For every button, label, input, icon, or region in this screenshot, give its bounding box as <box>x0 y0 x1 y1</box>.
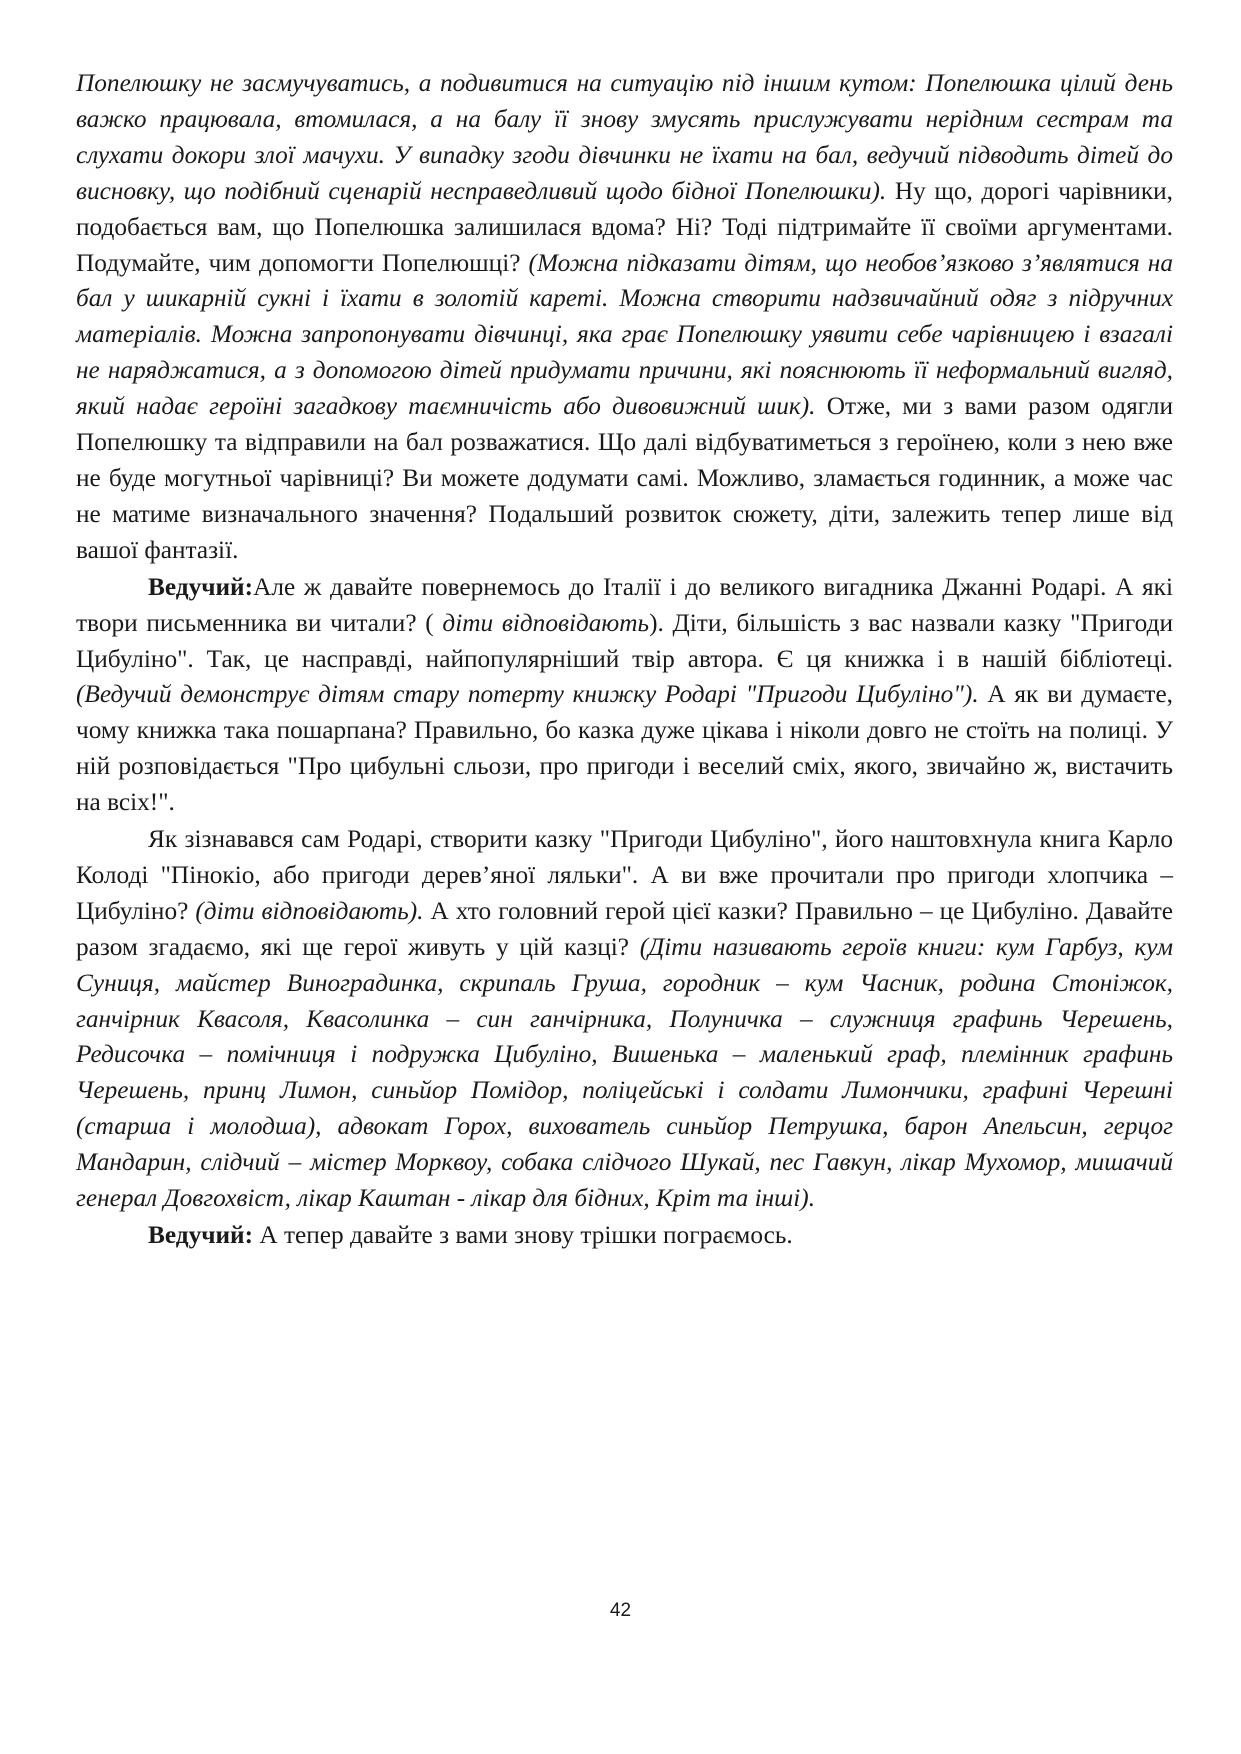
paragraph-2 <box>76 570 1173 821</box>
narration-text: ). Діти, більшість з вас назвали казку "Пригоди Цибуліно". Так, це насправді, найпопулярніший твір автора. Є ця книжка і в нашій бібліотеці. <box>76 608 1173 673</box>
speaker-label: Ведучий: <box>148 572 254 601</box>
page-number: 42 <box>609 1600 632 1621</box>
stage-direction: (Можна підказати дітям, що необов’язково з’являтися на бал у шикарній сукні і їхати в золотій кареті. Можна створити надзвичайний одяг з підручних матеріалів. Можна запропонувати дівчинці, яка грає Попелюшку уявити себе чарівницею і взагалі не наряджатися, а з допомогою дітей придумати причини, які пояснюють її неформальний вигляд, який надає героїні загадкову таємничість або дивовижний шик). <box>76 248 1173 421</box>
narration-text: А тепер давайте з вами знову трішки пограємось. <box>253 1221 793 1249</box>
paragraph-4 <box>76 1218 1173 1254</box>
stage-direction: діти відповідають <box>442 608 650 637</box>
paragraph-3 <box>76 822 1173 1217</box>
narration-text: Ну що, дорогі чарівники, подобається вам, що Попелюшка залишилася вдома? Ні? Тоді підтримайте її своїми аргументами. Подумайте, чим допомогти Попелюшці? <box>76 176 1173 277</box>
speaker-label: Ведучий: <box>148 1221 254 1249</box>
narration-text: А як ви думаєте, чому книжка така пошарпана? Правильно, бо казка дуже цікава і ніколи довго не стоїть на полиці. У ній розповідається "Про цибульні сльози, про пригоди і веселий сміх, якого, звичайно ж, вистачить на всіх!". <box>76 680 1174 817</box>
stage-direction: Попелюшку не засмучуватись, а подивитися на ситуацію під іншим кутом: Попелюшка цілий день важко працювала, втомилася, а на балу її знову змусять прислужувати нерідним сестрам та слухати докори злої мачухи. У випадку згоди дівчинки не їхати на бал, ведучий підводить дітей до висновку, що подібний сценарій несправедливий щодо бідної Попелюшки). <box>76 69 1173 205</box>
paragraph-1 <box>76 66 1173 569</box>
narration-text: Як зізнавався сам Родарі, створити казку "Пригоди Цибуліно", його наштовхнула книга Карло Колоді "Пінокіо, або пригоди дерев’яної ляльки". А ви вже прочитали про пригоди хлопчика – Цибуліно? <box>76 825 1173 925</box>
stage-direction: (діти відповідають). <box>195 896 424 925</box>
page-body <box>76 66 1173 1254</box>
stage-direction: (Ведучий демонструє дітям стару потерту книжку Родарі "Пригоди Цибуліно"). <box>76 680 979 709</box>
narration-text: Отже, ми з вами разом одягли Попелюшку та відправили на бал розважатися. Що далі відбуватиметься з героїнею, коли з нею вже не буде могутньої чарівниці? Ви можете додумати самі. Можливо, зламається годинник, а може час не матиме визначального значення? Подальший розвиток сюжету, діти, залежить тепер лише від вашої фантазії. <box>76 392 1173 564</box>
narration-text: Але ж давайте повернемось до Італії і до великого вигадника Джанні Родарі. А які твори письменника ви читали? ( <box>76 572 1173 637</box>
narration-text: А хто головний герой цієї казки? Правильно – це Цибуліно. Давайте разом згадаємо, які ще герої живуть у цій казці? <box>76 896 1173 961</box>
stage-direction: (Діти називають героїв книги: кум Гарбуз, кум Суниця, майстер Виноградинка, скрипаль Груша, городник – кум Часник, родина Стоніжок, ганчірник Квасоля, Квасолинка – син ганчірника, Полуничка – служниця графинь Черешень, Редисочка – помічниця і подружка Цибуліно, Вишенька – маленький граф, племінник графинь Черешень, принц Лимон, синьйор Помідор, поліцейські і солдати Лимончики, графині Черешні (старша і молодша), адвокат Горох, вихователь синьйор Петрушка, барон Апельсин, герцог Мандарин, слідчий – містер Морквоу, собака слідчого Шукай, пес Гавкун, лікар Мухомор, мишачий генерал Довгохвіст, лікар Каштан - лікар для бідних, Кріт та інші). <box>76 932 1173 1213</box>
